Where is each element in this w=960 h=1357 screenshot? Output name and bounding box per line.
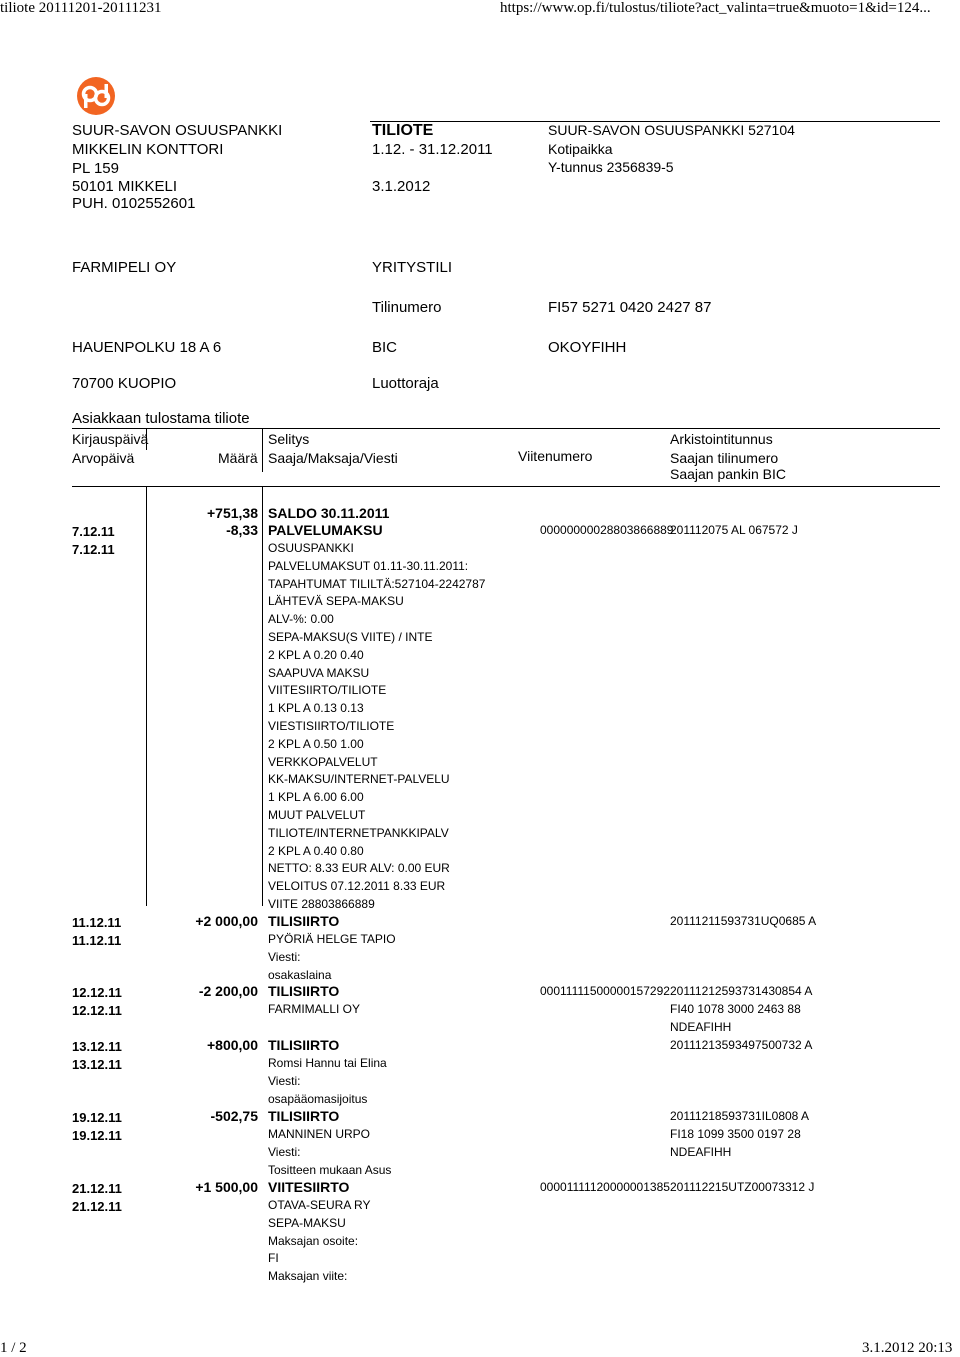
transaction-type: TILISIIRTO	[268, 1037, 340, 1053]
amount: +800,00	[207, 1037, 258, 1053]
column-header-top-rule	[72, 428, 940, 429]
detail-line: FARMIMALLI OY	[268, 1002, 361, 1016]
customer-city: 70700 KUOPIO	[72, 375, 177, 392]
detail-line: KK-MAKSU/INTERNET-PALVELU	[268, 772, 450, 787]
booking-date: 11.12.11	[72, 915, 122, 930]
col-payee-bic: Saajan pankin BIC	[670, 466, 786, 482]
detail-line: VELOITUS 07.12.2011 8.33 EUR	[268, 879, 446, 894]
detail-line: VIESTISIIRTO/TILIOTE	[268, 719, 395, 733]
detail-line: SEPA-MAKSU(S VIITE) / INTE	[268, 630, 433, 644]
booking-date: 13.12.11	[72, 1039, 122, 1054]
account-type: YRITYSTILI	[372, 259, 453, 276]
bank-name: SUUR-SAVON OSUUSPANKKI	[72, 122, 283, 139]
archive-id: 20111211593731UQ0685 A	[670, 914, 817, 928]
transaction-type: VIITESIIRTO	[268, 1179, 350, 1195]
col-description: Selitys	[268, 431, 310, 447]
detail-line: 2 KPL A 0.20 0.40	[268, 647, 364, 662]
amount: +1 500,00	[195, 1179, 258, 1195]
detail-line: 2 KPL A 0.40 0.80	[268, 843, 364, 858]
detail-line: OTAVA-SEURA RY	[268, 1198, 371, 1212]
value-date: 21.12.11	[72, 1199, 122, 1214]
reference-number: 00011111500000157292	[540, 984, 670, 998]
detail-line: 1 KPL A 6.00 6.00	[268, 790, 364, 805]
detail-line: SAAPUVA MAKSU	[268, 665, 370, 680]
col-payee: Saaja/Maksaja/Viesti	[268, 450, 398, 466]
detail-line: MUUT PALVELUT	[268, 808, 366, 822]
detail-line: MANNINEN URPO	[268, 1127, 371, 1141]
detail-line: VIITESIIRTO/TILIOTE	[268, 683, 387, 698]
value-date: 13.12.11	[72, 1057, 122, 1072]
archive-id: 201112215UTZ00073312 J	[670, 1180, 815, 1194]
bank-phone: PUH. 0102552601	[72, 195, 196, 212]
value-date: 7.12.11	[72, 542, 115, 557]
booking-date: 7.12.11	[72, 524, 115, 539]
bank-domicile: Kotipaikka	[548, 141, 613, 157]
bic-label: BIC	[372, 339, 398, 356]
col-value-date: Arvopäivä	[72, 450, 135, 466]
reference-number: 00001111120000001385	[540, 1180, 670, 1194]
column-header-bottom-rule	[72, 486, 940, 487]
column-divider	[262, 428, 263, 472]
booking-date: 12.12.11	[72, 985, 122, 1000]
column-divider	[146, 486, 147, 906]
detail-line: OSUUSPANKKI	[268, 541, 354, 555]
booking-date: 19.12.11	[72, 1110, 122, 1125]
detail-line: Viesti:	[268, 1144, 301, 1159]
detail-line: Maksajan osoite:	[268, 1233, 359, 1248]
customer-name: FARMIPELI OY	[72, 259, 177, 276]
amount: +2 000,00	[195, 913, 258, 929]
reference-number: 00000000028803866889	[540, 523, 674, 537]
footer-print-time: 3.1.2012 20:13	[862, 1340, 953, 1356]
detail-line: FI	[268, 1251, 279, 1266]
account-number: FI57 5271 0420 2427 87	[548, 299, 712, 316]
statement-title: TILIOTE	[372, 122, 434, 139]
col-amount: Määrä	[218, 450, 258, 466]
balance-label: SALDO 30.11.2011	[268, 505, 390, 521]
amount: -8,33	[226, 522, 258, 538]
print-page-url: https://www.op.fi/tulostus/tiliote?act_valinta=true&muoto=1&id=124...	[500, 0, 931, 16]
section-title: Asiakkaan tulostama tiliote	[72, 410, 250, 427]
detail-line: 2 KPL A 0.50 1.00	[268, 736, 364, 751]
statement-date: 3.1.2012	[372, 178, 431, 195]
booking-date: 21.12.11	[72, 1181, 122, 1196]
detail-line: VERKKOPALVELUT	[268, 754, 378, 769]
statement-period: 1.12. - 31.12.2011	[372, 141, 493, 158]
bank-business-id: Y-tunnus 2356839-5	[548, 159, 674, 175]
balance-amount: +751,38	[207, 505, 258, 521]
archive-id: 20111218593731IL0808 A	[670, 1109, 810, 1123]
detail-line: 1 KPL A 0.13 0.13	[268, 701, 364, 716]
col-reference: Viitenumero	[518, 448, 593, 464]
payee-account-info: FI40 1078 3000 2463 88	[670, 1002, 801, 1016]
transaction-type: PALVELUMAKSU	[268, 522, 383, 538]
credit-limit-label: Luottoraja	[372, 375, 439, 392]
detail-line: NETTO: 8.33 EUR ALV: 0.00 EUR	[268, 861, 450, 876]
transaction-type: TILISIIRTO	[268, 913, 340, 929]
detail-line: Viesti:	[268, 1073, 301, 1088]
detail-line: ALV-%: 0.00	[268, 612, 334, 627]
detail-line: Romsi Hannu tai Elina	[268, 1056, 387, 1070]
detail-line: LÄHTEVÄ SEPA-MAKSU	[268, 594, 404, 609]
payee-account-info: NDEAFIHH	[670, 1019, 732, 1034]
payee-account-info: NDEAFIHH	[670, 1144, 732, 1159]
detail-line: osapääomasijoitus	[268, 1091, 368, 1106]
bank-po-box: PL 159	[72, 160, 119, 177]
bank-name-id: SUUR-SAVON OSUUSPANKKI 527104	[548, 122, 795, 138]
footer-page-number: 1 / 2	[0, 1340, 27, 1356]
detail-line: Viesti:	[268, 949, 301, 964]
bic-value: OKOYFIHH	[548, 339, 627, 356]
amount: -2 200,00	[198, 983, 258, 999]
value-date: 12.12.11	[72, 1003, 122, 1018]
transaction-type: TILISIIRTO	[268, 983, 340, 999]
bank-office: MIKKELIN KONTTORI	[72, 141, 224, 158]
detail-line: PYÖRIÄ HELGE TAPIO	[268, 932, 396, 946]
account-number-label: Tilinumero	[372, 299, 442, 316]
archive-id: 20111213593497500732 A	[670, 1038, 813, 1052]
amount: -502,75	[210, 1108, 258, 1124]
detail-line: SEPA-MAKSU	[268, 1215, 346, 1230]
archive-id: 201112075 AL 067572 J	[670, 523, 798, 537]
detail-line: Tositteen mukaan Asus	[268, 1162, 392, 1177]
detail-line: TILIOTE/INTERNETPANKKIPALV	[268, 825, 449, 840]
archive-id: 20111212593731430854 A	[670, 984, 813, 998]
detail-line: VIITE 28803866889	[268, 897, 375, 911]
value-date: 19.12.11	[72, 1128, 122, 1143]
value-date: 11.12.11	[72, 933, 122, 948]
transaction-type: TILISIIRTO	[268, 1108, 340, 1124]
column-divider	[262, 486, 263, 906]
col-payee-account: Saajan tilinumero	[670, 450, 779, 466]
detail-line: PALVELUMAKSUT 01.11-30.11.2011:	[268, 558, 469, 573]
col-booking-date: Kirjauspäivä	[72, 431, 149, 447]
detail-line: osakaslaina	[268, 967, 332, 982]
payee-account-info: FI18 1099 3500 0197 28	[670, 1127, 801, 1141]
col-archive-id: Arkistointitunnus	[670, 431, 773, 447]
op-logo-icon	[76, 76, 116, 116]
customer-street: HAUENPOLKU 18 A 6	[72, 339, 222, 356]
print-page-title: tiliote 20111201-20111231	[0, 0, 162, 16]
detail-line: Maksajan viite:	[268, 1269, 348, 1284]
bank-postal: 50101 MIKKELI	[72, 178, 178, 195]
detail-line: TAPAHTUMAT TILILTÄ:527104-2242787	[268, 576, 486, 591]
